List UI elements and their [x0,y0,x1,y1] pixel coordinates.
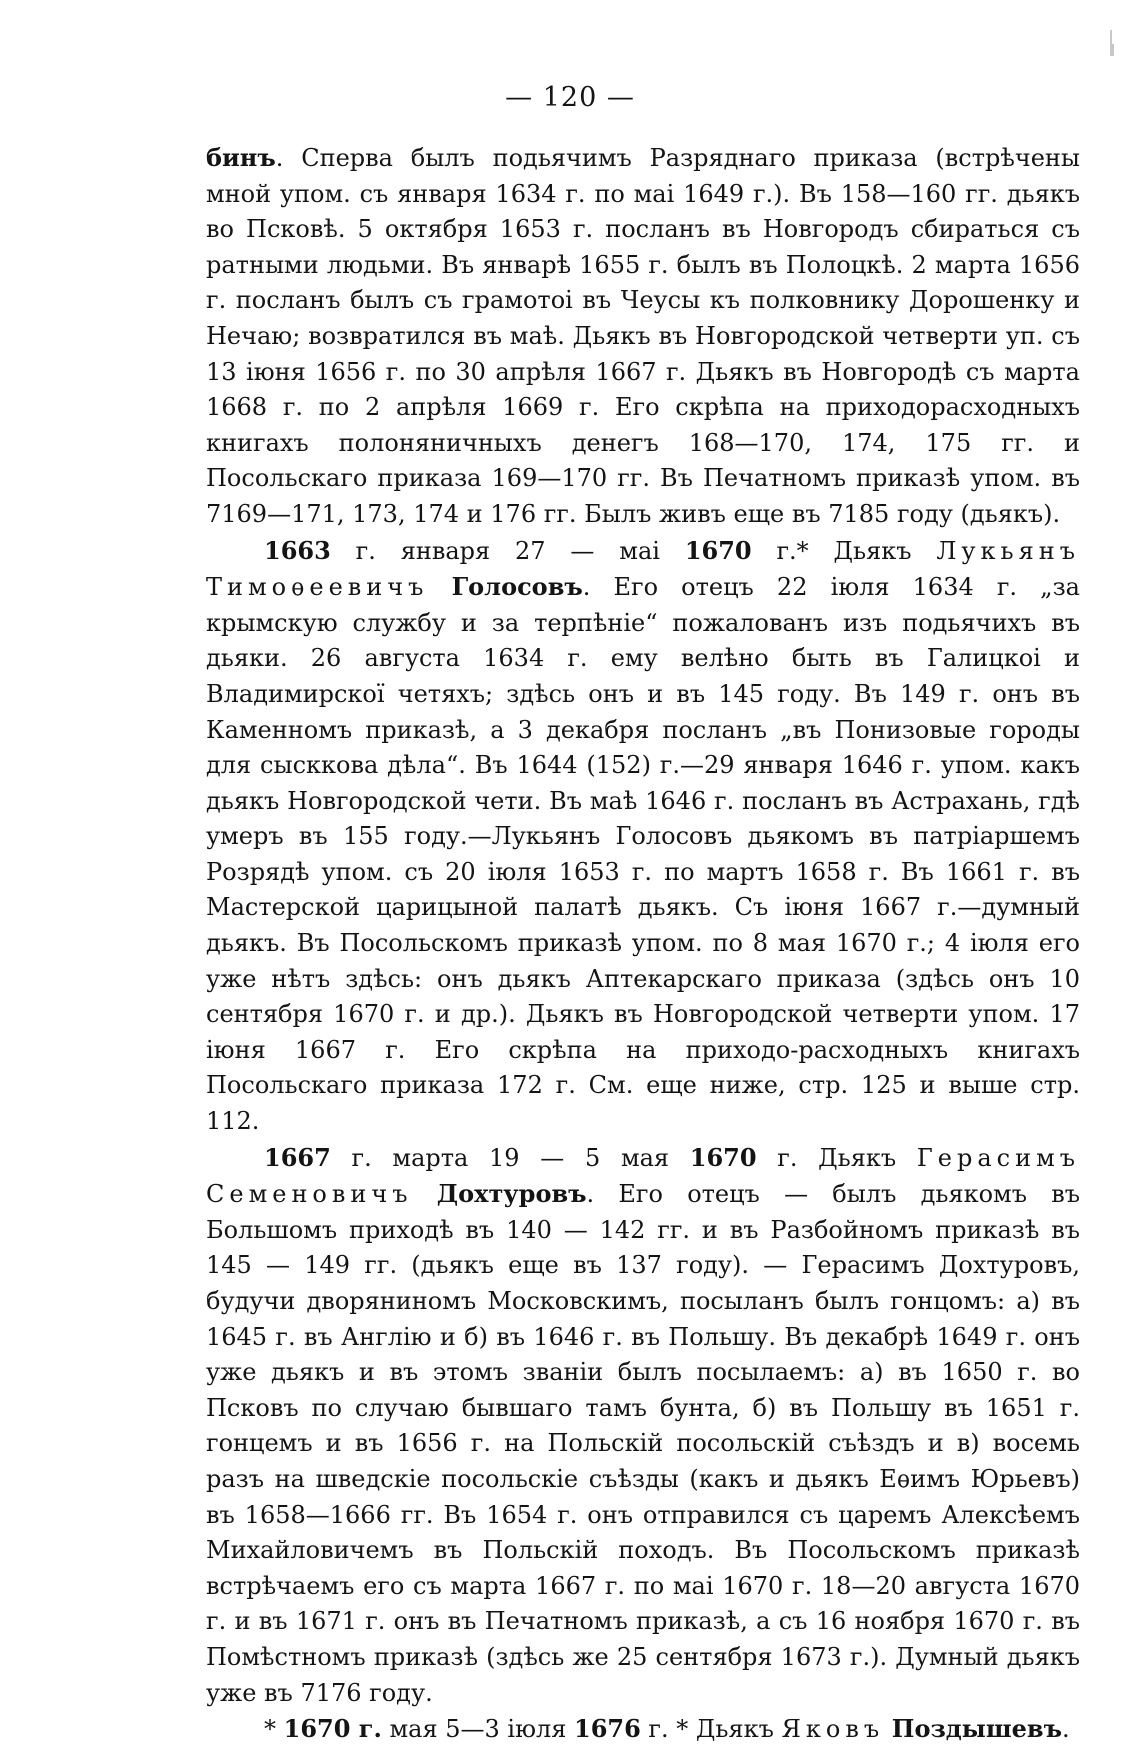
entry-date-middle: г. января 27 — маі [330,536,685,565]
entry-date-middle: мая 5—3 іюля [381,1715,574,1744]
entry-date-tail: г. * Дьякъ [640,1715,782,1744]
entry-date-start: 1663 [264,535,331,565]
page-number: — 120 — [505,82,635,113]
entry-golosov [206,533,1080,1140]
entry-given-name: Яковъ [781,1715,885,1744]
entry-date-start: 1667 [264,1142,331,1172]
entry-dokhturov [206,1140,1080,1712]
entry-surname: Дохтуровъ [436,1179,587,1209]
entry-text: . Его отецъ — былъ дьякомъ въ Большомъ приходѣ въ 140 — 142 гг. и въ Разбойномъ приказѣ въ 145 — 149 гг. (дьякъ еще въ 137 году). — Герасимъ Дохтуровъ, будучи дворяниномъ Московскимъ, посыланъ былъ гонцомъ: а) въ 1645 г. въ Англію и б) въ 1646 г. въ Польшу. Въ декабрѣ 1649 г. онъ уже дьякъ и въ этомъ званіи былъ посылаемъ: а) въ 1650 г. во Псковъ по случаю бывшаго тамъ бунта, б) въ Польшу въ 1651 г. гонцемъ и въ 1656 г. на Польскій посольскій съѣздъ и в) восемь разъ на шведскіе посольскіе съѣзды (какъ и дьякъ Еѳимъ Юрьевъ) въ 1658—1666 гг. Въ 1654 г. онъ отправился съ царемъ Алексѣемъ Михайловичемъ въ Польскій походъ. Въ Посольскомъ приказѣ встрѣчаемъ его съ марта 1667 г. по маі 1670 г. 18—20 августа 1670 г. и въ 1671 г. онъ въ Печатномъ приказѣ, а съ 16 ноября 1670 г. въ Помѣстномъ приказѣ (здѣсь же 25 сентября 1673 г.). Думный дьякъ уже въ 7176 году. [206,1180,1080,1707]
entry-text: . Его отецъ 22 іюля 1634 г. „за крымскую службу и за терпѣніе“ пожалованъ изъ подьячихъ въ дьяки. 26 августа 1634 г. ему велѣно быть въ Галицкоі и Владимирскої четяхъ; здѣсь онъ и въ 145 году. Въ 149 г. онъ въ Каменномъ приказѣ, а 3 декабря посланъ „въ Понизовые городы для сысккова дѣла“. Въ 1644 (152) г.—29 января 1646 г. упом. какъ дьякъ Новгородской чети. Въ маѣ 1646 г. посланъ въ Астрахань, гдѣ умеръ въ 155 году.—Лукьянъ Голосовъ дьякомъ въ патріаршемъ Розрядѣ упом. съ 20 іюля 1653 г. по мартъ 1658 г. Въ 1661 г. въ Мастерской царицыной палатѣ дьякъ. Съ іюня 1667 г.—думный дьякъ. Въ Посольскомъ приказѣ упом. по 8 мая 1670 г.; 4 іюля его уже нѣтъ здѣсь: онъ дьякъ Аптекарскаго приказа (здѣсь онъ 10 сентября 1670 г. и др.). Дьякъ въ Новгородской четверти упом. 17 іюня 1667 г. Его скрѣпа на приходо-расходныхъ книгахъ Посольскаго приказа 172 г. См. еще ниже, стр. 125 и выше стр. 112. [206,573,1080,1136]
entry-surname: Голосовъ [451,572,583,602]
main-text [206,140,1080,1748]
entry-date-middle: г. марта 19 — 5 мая [330,1143,690,1172]
entry-date-start: 1670 г. [283,1714,382,1744]
entry-surname: Поздышевъ [891,1714,1062,1744]
entry-given-name: Герасимъ Семеновичъ [206,1143,1080,1209]
surname-fragment: бинъ [206,143,276,172]
entry-date-tail: г.* Дьякъ [751,536,937,565]
entry-date-end: 1670 [689,1142,757,1172]
scan-edge-mark [1112,44,1114,56]
paragraph-continuation [206,140,1080,533]
entry-given-name: Лукьянъ Тимоѳеевичъ [206,536,1081,602]
entry-pozdyshev [206,1711,1080,1748]
entry-text: . [1061,1715,1070,1744]
entry-date-tail: г. Дьякъ [756,1143,917,1172]
entry-date-end: 1676 [574,1714,641,1744]
paragraph-text: . Сперва былъ подьячимъ Разряднаго приказа (встрѣчены мной упом. съ января 1634 г. по маі 1649 г.). Въ 158—160 гг. дьякъ во Псковѣ. 5 октября 1653 г. посланъ въ Новгородъ сбираться съ ратными людьми. Въ январѣ 1655 г. былъ въ Полоцкѣ. 2 марта 1656 г. посланъ былъ съ грамотоі въ Чеусы къ полковнику Дорошенку и Нечаю; возвратился въ маѣ. Дьякъ въ Новгородской четверти уп. съ 13 іюня 1656 г. по 30 апрѣля 1667 г. Дьякъ въ Новгородѣ съ марта 1668 г. по 2 апрѣля 1669 г. Его скрѣпа на приходорасходныхъ книгахъ полоняничныхъ денегъ 168—170, 174, 175 гг. и Посольскаго приказа 169—170 гг. Въ Печатномъ приказѣ упом. въ 7169—171, 173, 174 и 176 гг. Былъ живъ еще въ 7185 году (дьякъ). [206,144,1080,528]
entry-prefix: * [264,1715,284,1744]
entry-date-end: 1670 [684,535,752,565]
